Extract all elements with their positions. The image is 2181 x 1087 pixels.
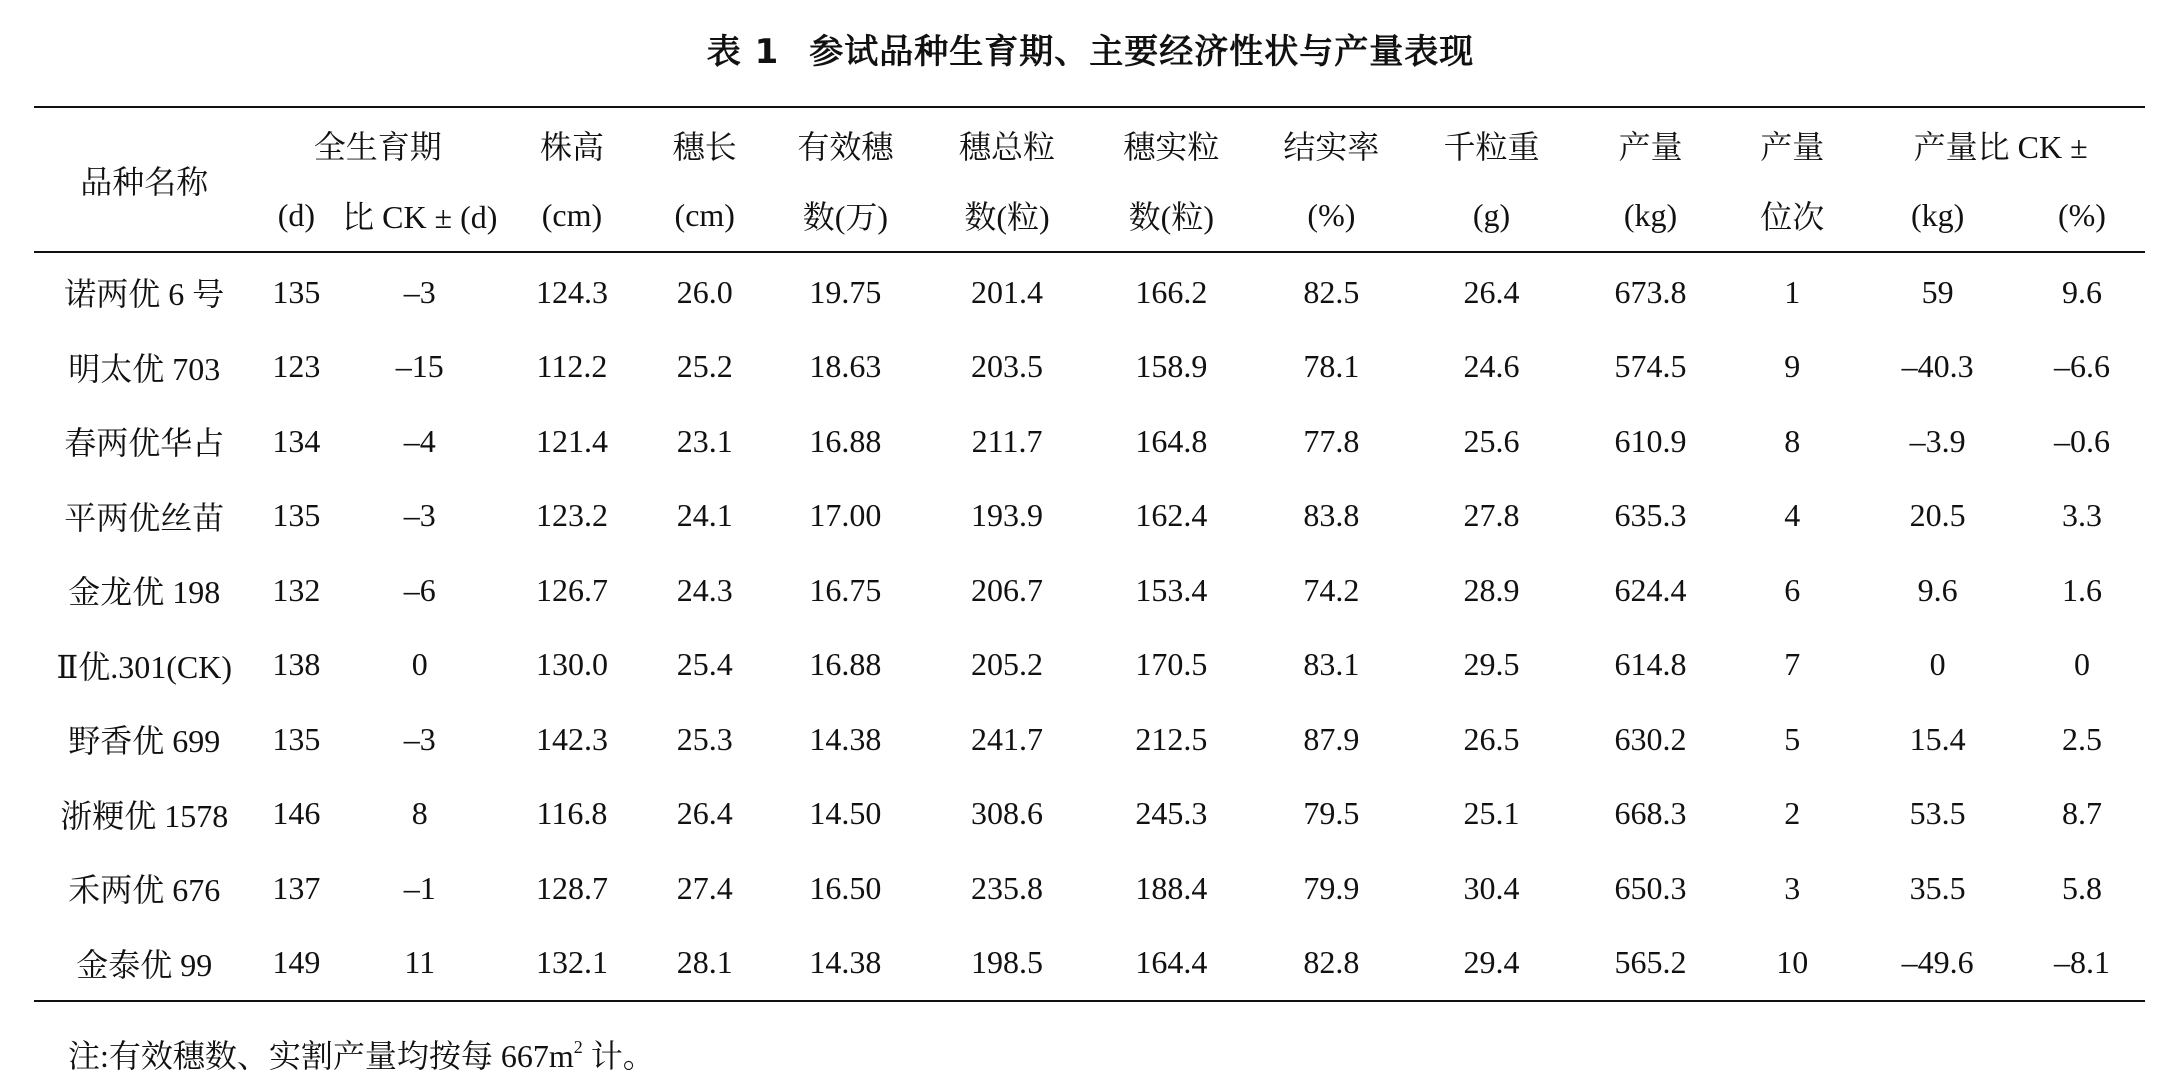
cell-yield-diff-kg: –40.3 — [1901, 348, 1974, 385]
cell-total-grains: 201.4 — [971, 273, 1044, 310]
cell-total-grains: 193.9 — [971, 497, 1044, 534]
header-seed-setting-rate-unit: (%) — [1307, 196, 1356, 233]
cell-yield-rank: 8 — [1784, 422, 1801, 459]
cell-plant-height: 126.7 — [535, 571, 608, 608]
cell-yield-diff-kg: 59 — [1921, 273, 1954, 310]
header-total-grains-unit: 数(粒) — [964, 199, 1050, 235]
cell-yield: 610.9 — [1614, 422, 1687, 459]
cell-total-grains: 211.7 — [971, 422, 1043, 459]
cell-filled-grains: 170.5 — [1135, 646, 1208, 683]
cell-yield-rank: 6 — [1784, 571, 1801, 608]
header-effective-panicles: 有效穗 — [797, 129, 894, 165]
cell-growth-days: 132 — [272, 571, 321, 608]
cell-thousand-grain-weight: 26.5 — [1463, 720, 1520, 757]
header-yield: 产量 — [1618, 129, 1683, 165]
header-height-unit: (cm) — [541, 196, 603, 233]
cell-variety: 禾两优 676 — [68, 872, 221, 909]
cell-plant-height: 132.1 — [535, 944, 608, 981]
cell-growth-days: 134 — [272, 422, 321, 459]
cell-yield-diff-pct: 3.3 — [2061, 497, 2102, 534]
cell-yield-rank: 5 — [1784, 720, 1801, 757]
table-row — [34, 702, 2145, 777]
cell-yield-rank: 1 — [1784, 273, 1801, 310]
cell-growth-vs-ck: –3 — [403, 273, 436, 310]
note-tail: 计。 — [582, 1038, 655, 1074]
cell-growth-vs-ck: –1 — [403, 869, 436, 906]
cell-yield-diff-pct: 0 — [2073, 646, 2090, 683]
cell-filled-grains: 164.8 — [1135, 422, 1208, 459]
table-title — [0, 22, 2181, 82]
cell-total-grains: 203.5 — [971, 348, 1044, 385]
cell-yield-diff-pct: –0.6 — [2053, 422, 2110, 459]
cell-variety: 金龙优 198 — [68, 574, 221, 611]
cell-effective-panicles: 16.88 — [809, 422, 882, 459]
header-filled-grains: 穗实粒 — [1123, 129, 1220, 165]
cell-variety: Ⅱ优.301(CK) — [56, 648, 232, 685]
cell-total-grains: 235.8 — [971, 869, 1044, 906]
cell-yield-rank: 2 — [1784, 795, 1801, 832]
table-row — [34, 404, 2145, 479]
cell-total-grains: 205.2 — [971, 646, 1044, 683]
table-caption: 参试品种生育期、主要经济性状与产量表现 — [809, 32, 1475, 72]
table-note — [68, 1022, 655, 1081]
table-row — [34, 255, 2145, 330]
cell-yield-diff-pct: 2.5 — [2061, 720, 2102, 757]
cell-seed-setting-rate: 74.2 — [1303, 571, 1360, 608]
cell-growth-vs-ck: –3 — [403, 497, 436, 534]
cell-effective-panicles: 18.63 — [809, 348, 882, 385]
cell-growth-vs-ck: –6 — [403, 571, 436, 608]
header-yield-rank-unit: 位次 — [1760, 199, 1825, 235]
cell-plant-height: 142.3 — [535, 720, 608, 757]
cell-seed-setting-rate: 83.8 — [1303, 497, 1360, 534]
cell-yield: 614.8 — [1614, 646, 1687, 683]
cell-thousand-grain-weight: 24.6 — [1463, 348, 1520, 385]
bottom-rule — [34, 1000, 2145, 1002]
cell-growth-days: 135 — [272, 497, 321, 534]
cell-yield-rank: 9 — [1784, 348, 1801, 385]
cell-yield-diff-pct: 5.8 — [2061, 869, 2102, 906]
header-seed-setting-rate: 结实率 — [1283, 129, 1380, 165]
cell-filled-grains: 188.4 — [1135, 869, 1208, 906]
cell-yield-diff-kg: 15.4 — [1909, 720, 1966, 757]
cell-panicle-length: 24.1 — [676, 497, 733, 534]
cell-growth-vs-ck: 11 — [404, 944, 436, 981]
table-row — [34, 553, 2145, 628]
note-text: 注:有效穗数、实割产量均按每 667m — [68, 1038, 574, 1074]
table-row — [34, 777, 2145, 852]
cell-yield-diff-kg: 0 — [1929, 646, 1946, 683]
cell-panicle-length: 27.4 — [676, 869, 733, 906]
cell-yield: 624.4 — [1614, 571, 1687, 608]
header-thousand-grain-weight-unit: (g) — [1472, 196, 1511, 233]
cell-seed-setting-rate: 78.1 — [1303, 348, 1360, 385]
header-yield-vs-ck: 产量比 CK ± — [1913, 129, 2088, 165]
cell-seed-setting-rate: 77.8 — [1303, 422, 1360, 459]
note-superscript: 2 — [573, 1037, 583, 1057]
header-yield-rank: 产量 — [1760, 129, 1825, 165]
cell-seed-setting-rate: 87.9 — [1303, 720, 1360, 757]
cell-yield-diff-pct: –6.6 — [2053, 348, 2110, 385]
cell-yield: 630.2 — [1614, 720, 1687, 757]
cell-yield-diff-pct: 1.6 — [2061, 571, 2102, 608]
cell-plant-height: 128.7 — [535, 869, 608, 906]
cell-yield-diff-pct: 9.6 — [2061, 273, 2102, 310]
cell-effective-panicles: 19.75 — [809, 273, 882, 310]
header-rule — [34, 251, 2145, 253]
cell-total-grains: 206.7 — [971, 571, 1044, 608]
header-panicle-length: 穗长 — [672, 129, 737, 165]
cell-panicle-length: 25.4 — [676, 646, 733, 683]
cell-filled-grains: 158.9 — [1135, 348, 1208, 385]
header-growth-days: (d) — [277, 196, 316, 233]
cell-panicle-length: 25.3 — [676, 720, 733, 757]
cell-thousand-grain-weight: 30.4 — [1463, 869, 1520, 906]
header-effective-panicles-unit: 数(万) — [802, 199, 889, 235]
table-number: 表 1 — [706, 32, 780, 72]
cell-total-grains: 308.6 — [971, 795, 1044, 832]
cell-effective-panicles: 16.50 — [809, 869, 882, 906]
cell-yield-diff-kg: –3.9 — [1909, 422, 1966, 459]
cell-plant-height: 123.2 — [535, 497, 608, 534]
header-row-1 — [34, 110, 2145, 180]
cell-growth-days: 149 — [272, 944, 321, 981]
cell-panicle-length: 23.1 — [676, 422, 733, 459]
cell-variety: 金泰优 99 — [76, 946, 213, 983]
cell-plant-height: 130.0 — [535, 646, 608, 683]
cell-filled-grains: 164.4 — [1135, 944, 1208, 981]
cell-seed-setting-rate: 79.5 — [1303, 795, 1360, 832]
cell-variety: 浙粳优 1578 — [60, 797, 229, 834]
cell-thousand-grain-weight: 26.4 — [1463, 273, 1520, 310]
cell-variety: 诺两优 6 号 — [64, 276, 225, 313]
cell-growth-vs-ck: –4 — [403, 422, 436, 459]
cell-yield-diff-pct: –8.1 — [2053, 944, 2110, 981]
cell-seed-setting-rate: 83.1 — [1303, 646, 1360, 683]
header-total-grains: 穗总粒 — [959, 129, 1056, 165]
cell-effective-panicles: 17.00 — [809, 497, 882, 534]
cell-total-grains: 241.7 — [971, 720, 1044, 757]
header-filled-grains-unit: 数(粒) — [1128, 199, 1214, 235]
cell-growth-vs-ck: 0 — [411, 646, 428, 683]
cell-yield: 574.5 — [1614, 348, 1687, 385]
cell-growth-vs-ck: 8 — [411, 795, 428, 832]
cell-panicle-length: 24.3 — [676, 571, 733, 608]
cell-thousand-grain-weight: 25.6 — [1463, 422, 1520, 459]
cell-filled-grains: 212.5 — [1135, 720, 1208, 757]
cell-total-grains: 198.5 — [971, 944, 1044, 981]
cell-growth-vs-ck: –3 — [403, 720, 436, 757]
cell-growth-days: 135 — [272, 273, 321, 310]
cell-seed-setting-rate: 82.5 — [1303, 273, 1360, 310]
cell-variety: 春两优华占 — [64, 425, 225, 462]
header-growth-period: 全生育期 — [313, 129, 442, 165]
cell-yield-diff-pct: 8.7 — [2061, 795, 2102, 832]
cell-thousand-grain-weight: 27.8 — [1463, 497, 1520, 534]
cell-yield: 668.3 — [1614, 795, 1687, 832]
cell-yield-diff-kg: 20.5 — [1909, 497, 1966, 534]
cell-filled-grains: 153.4 — [1135, 571, 1208, 608]
table-rows — [34, 255, 2145, 1000]
cell-growth-days: 135 — [272, 720, 321, 757]
cell-yield: 650.3 — [1614, 869, 1687, 906]
table-body — [34, 255, 2145, 1000]
cell-plant-height: 112.2 — [536, 348, 608, 385]
cell-yield-diff-kg: 53.5 — [1909, 795, 1966, 832]
cell-effective-panicles: 14.50 — [809, 795, 882, 832]
top-rule — [34, 106, 2145, 108]
cell-effective-panicles: 14.38 — [809, 944, 882, 981]
header-growth-vs-ck: 比 CK ± (d) — [342, 199, 498, 235]
header-thousand-grain-weight: 千粒重 — [1443, 129, 1540, 165]
cell-filled-grains: 245.3 — [1135, 795, 1208, 832]
cell-yield: 673.8 — [1614, 273, 1687, 310]
cell-thousand-grain-weight: 29.5 — [1463, 646, 1520, 683]
table-row — [34, 330, 2145, 405]
cell-plant-height: 121.4 — [535, 422, 608, 459]
cell-yield-rank: 7 — [1784, 646, 1801, 683]
table-row — [34, 628, 2145, 703]
table-header — [34, 110, 2145, 250]
cell-variety: 野香优 699 — [68, 723, 221, 760]
cell-growth-days: 146 — [272, 795, 321, 832]
header-variety: 品种名称 — [80, 164, 209, 200]
cell-yield: 635.3 — [1614, 497, 1687, 534]
cell-yield: 565.2 — [1614, 944, 1687, 981]
cell-yield-diff-kg: 35.5 — [1909, 869, 1966, 906]
cell-thousand-grain-weight: 28.9 — [1463, 571, 1520, 608]
cell-panicle-length: 28.1 — [676, 944, 733, 981]
cell-plant-height: 116.8 — [536, 795, 608, 832]
cell-filled-grains: 162.4 — [1135, 497, 1208, 534]
cell-yield-rank: 3 — [1784, 869, 1801, 906]
header-plant-height: 株高 — [539, 129, 604, 165]
cell-panicle-length: 26.4 — [676, 795, 733, 832]
cell-yield-diff-kg: 9.6 — [1917, 571, 1958, 608]
cell-yield-rank: 4 — [1784, 497, 1801, 534]
cell-growth-days: 138 — [272, 646, 321, 683]
cell-effective-panicles: 16.88 — [809, 646, 882, 683]
table-row — [34, 851, 2145, 926]
cell-yield-rank: 10 — [1776, 944, 1809, 981]
cell-seed-setting-rate: 79.9 — [1303, 869, 1360, 906]
header-panicle-length-unit: (cm) — [674, 196, 735, 233]
header-row-2 — [34, 180, 2145, 250]
header-yield-unit: (kg) — [1623, 196, 1678, 233]
cell-panicle-length: 25.2 — [676, 348, 733, 385]
header-yield-diff-pct: (%) — [2057, 196, 2106, 233]
cell-effective-panicles: 16.75 — [809, 571, 882, 608]
cell-effective-panicles: 14.38 — [809, 720, 882, 757]
cell-thousand-grain-weight: 29.4 — [1463, 944, 1520, 981]
cell-panicle-length: 26.0 — [676, 273, 733, 310]
table-row — [34, 479, 2145, 554]
table-row — [34, 926, 2145, 1001]
cell-growth-days: 123 — [272, 348, 321, 385]
cell-variety: 平两优丝苗 — [64, 499, 225, 536]
cell-thousand-grain-weight: 25.1 — [1463, 795, 1520, 832]
cell-plant-height: 124.3 — [535, 273, 608, 310]
cell-growth-vs-ck: –15 — [395, 348, 444, 385]
cell-yield-diff-kg: –49.6 — [1901, 944, 1974, 981]
cell-variety: 明太优 703 — [68, 350, 221, 387]
header-yield-diff-kg: (kg) — [1910, 196, 1965, 233]
cell-filled-grains: 166.2 — [1135, 273, 1208, 310]
cell-growth-days: 137 — [272, 869, 321, 906]
cell-seed-setting-rate: 82.8 — [1303, 944, 1360, 981]
